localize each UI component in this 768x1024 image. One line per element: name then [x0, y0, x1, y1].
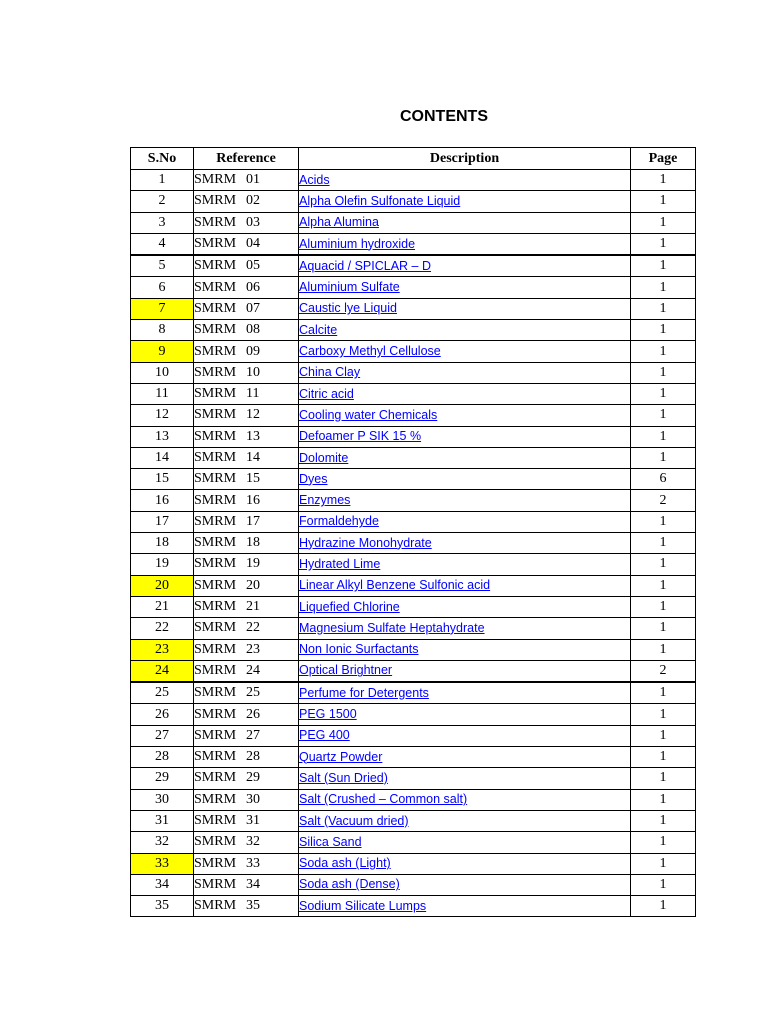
- description-cell: [299, 575, 631, 596]
- reference-code: SMRM: [194, 641, 237, 657]
- sno-cell: 35: [131, 896, 194, 917]
- reference-code: SMRM: [194, 407, 237, 423]
- sno-cell: 8: [131, 320, 194, 341]
- reference-cell: [194, 618, 299, 639]
- reference-number: 26: [246, 706, 261, 722]
- page-cell: 1: [631, 874, 696, 895]
- reference-code: SMRM: [194, 492, 237, 508]
- reference-number: 18: [246, 535, 261, 551]
- header-reference: Reference: [194, 148, 299, 170]
- page-cell: 1: [631, 383, 696, 404]
- table-row: [131, 170, 696, 191]
- description-link[interactable]: PEG 400: [299, 728, 350, 743]
- table-row: [131, 896, 696, 917]
- sno-cell: 29: [131, 768, 194, 789]
- table-row: [131, 233, 696, 255]
- table-row: [131, 789, 696, 810]
- reference-code: SMRM: [194, 300, 237, 316]
- page-cell: 2: [631, 660, 696, 682]
- sno-cell: 4: [131, 233, 194, 255]
- reference-code: SMRM: [194, 322, 237, 338]
- reference-cell: [194, 490, 299, 511]
- reference-code: SMRM: [194, 386, 237, 402]
- description-cell: [299, 511, 631, 532]
- description-cell: [299, 212, 631, 233]
- description-link[interactable]: Alpha Alumina: [299, 215, 379, 230]
- reference-number: 03: [246, 214, 261, 230]
- reference-cell: [194, 682, 299, 704]
- reference-cell: [194, 554, 299, 575]
- sno-cell: 20: [131, 575, 194, 596]
- table-row: [131, 533, 696, 554]
- page-cell: 1: [631, 341, 696, 362]
- sno-cell: 34: [131, 874, 194, 895]
- reference-code: SMRM: [194, 428, 237, 444]
- page-cell: 1: [631, 768, 696, 789]
- sno-cell: 25: [131, 682, 194, 704]
- sno-cell: 32: [131, 832, 194, 853]
- reference-code: SMRM: [194, 364, 237, 380]
- reference-cell: [194, 896, 299, 917]
- reference-number: 17: [246, 513, 261, 529]
- reference-code: SMRM: [194, 450, 237, 465]
- table-header-row: [131, 148, 696, 170]
- table-row: [131, 682, 696, 704]
- reference-code: SMRM: [194, 236, 237, 252]
- table-row: [131, 320, 696, 341]
- reference-cell: [194, 405, 299, 426]
- reference-code: SMRM: [194, 813, 237, 829]
- table-row: [131, 426, 696, 447]
- description-cell: [299, 832, 631, 853]
- description-cell: [299, 618, 631, 639]
- reference-number: 34: [246, 876, 261, 892]
- reference-cell: [194, 191, 299, 212]
- reference-cell: [194, 447, 299, 468]
- description-link[interactable]: Aquacid / SPICLAR – D: [299, 258, 432, 273]
- sno-cell: 2: [131, 191, 194, 212]
- reference-number: 02: [246, 193, 261, 209]
- reference-number: 27: [246, 727, 261, 743]
- page-cell: 1: [631, 639, 696, 660]
- reference-cell: [194, 660, 299, 682]
- reference-cell: [194, 853, 299, 874]
- reference-cell: [194, 575, 299, 596]
- description-link[interactable]: Quartz Powder: [299, 749, 383, 764]
- table-row: [131, 747, 696, 768]
- sno-cell: 9: [131, 341, 194, 362]
- reference-code: SMRM: [194, 214, 237, 230]
- page-cell: 1: [631, 554, 696, 575]
- page-cell: 1: [631, 704, 696, 725]
- reference-cell: [194, 469, 299, 490]
- sno-cell: 23: [131, 639, 194, 660]
- page-cell: 1: [631, 682, 696, 704]
- description-link[interactable]: Linear Alkyl Benzene Sulfonic acid: [299, 578, 491, 593]
- reference-number: 08: [246, 322, 261, 338]
- page-cell: 2: [631, 490, 696, 511]
- reference-number: 25: [246, 685, 261, 701]
- description-cell: [299, 768, 631, 789]
- description-link[interactable]: Perfume for Detergents: [299, 685, 429, 700]
- reference-cell: [194, 320, 299, 341]
- description-link[interactable]: Soda ash (Light): [299, 856, 391, 871]
- description-link[interactable]: Salt (Vacuum dried): [299, 813, 409, 828]
- description-cell: [299, 362, 631, 383]
- sno-cell: 10: [131, 362, 194, 383]
- description-cell: [299, 596, 631, 617]
- reference-number: 24: [246, 662, 261, 678]
- reference-cell: [194, 704, 299, 725]
- contents-table: [130, 147, 696, 917]
- table-row: [131, 660, 696, 682]
- description-cell: [299, 853, 631, 874]
- table-row: [131, 618, 696, 639]
- page-cell: 1: [631, 298, 696, 319]
- description-cell: [299, 233, 631, 255]
- reference-code: SMRM: [194, 599, 237, 615]
- sno-cell: 7: [131, 298, 194, 319]
- description-link[interactable]: Liquefied Chlorine: [299, 599, 400, 614]
- description-cell: [299, 191, 631, 212]
- page-cell: 1: [631, 747, 696, 768]
- reference-code: SMRM: [194, 834, 237, 850]
- reference-code: SMRM: [194, 706, 237, 722]
- sno-cell: 15: [131, 469, 194, 490]
- reference-number: 22: [246, 620, 261, 636]
- table-row: [131, 832, 696, 853]
- page-cell: 1: [631, 191, 696, 212]
- description-cell: [299, 426, 631, 447]
- reference-cell: [194, 768, 299, 789]
- page-cell: 1: [631, 405, 696, 426]
- table-row: [131, 768, 696, 789]
- sno-cell: 6: [131, 277, 194, 298]
- description-cell: [299, 704, 631, 725]
- table-row: [131, 490, 696, 511]
- reference-number: 12: [246, 407, 261, 423]
- page-cell: 1: [631, 596, 696, 617]
- description-link[interactable]: Carboxy Methyl Cellulose: [299, 344, 441, 359]
- reference-cell: [194, 874, 299, 895]
- description-cell: [299, 554, 631, 575]
- reference-cell: [194, 639, 299, 660]
- description-link[interactable]: Magnesium Sulfate Heptahydrate: [299, 620, 485, 635]
- sno-cell: 26: [131, 704, 194, 725]
- reference-number: 29: [246, 770, 261, 786]
- reference-code: SMRM: [194, 513, 237, 529]
- sno-cell: 3: [131, 212, 194, 233]
- table-row: [131, 298, 696, 319]
- table-row: [131, 469, 696, 490]
- reference-number: 21: [246, 599, 261, 615]
- reference-number: 20: [246, 577, 261, 593]
- description-link[interactable]: Cooling water Chemicals: [299, 407, 438, 422]
- description-link[interactable]: Salt (Crushed – Common salt): [299, 792, 468, 807]
- sno-cell: 19: [131, 554, 194, 575]
- table-row: [131, 639, 696, 660]
- sno-cell: 30: [131, 789, 194, 810]
- sno-cell: 11: [131, 383, 194, 404]
- reference-cell: [194, 255, 299, 277]
- page-cell: 6: [631, 469, 696, 490]
- page-cell: 1: [631, 170, 696, 191]
- reference-number: 05: [246, 258, 261, 274]
- description-cell: [299, 660, 631, 682]
- sno-cell: 33: [131, 853, 194, 874]
- table-row: [131, 810, 696, 831]
- table-row: [131, 341, 696, 362]
- description-link[interactable]: Optical Brightner: [299, 663, 393, 678]
- description-link[interactable]: Soda ash (Dense): [299, 877, 400, 892]
- description-link[interactable]: Dyes: [299, 471, 328, 486]
- reference-number: 16: [246, 492, 261, 508]
- page-cell: 1: [631, 533, 696, 554]
- table-row: [131, 277, 696, 298]
- description-link[interactable]: Defoamer P SIK 15 %: [299, 429, 422, 444]
- table-row: [131, 212, 696, 233]
- reference-cell: [194, 426, 299, 447]
- page-cell: 1: [631, 853, 696, 874]
- page-cell: 1: [631, 362, 696, 383]
- description-cell: [299, 405, 631, 426]
- page-cell: 1: [631, 832, 696, 853]
- sno-cell: 22: [131, 618, 194, 639]
- table-row: [131, 554, 696, 575]
- page-cell: 1: [631, 212, 696, 233]
- description-link[interactable]: Silica Sand: [299, 834, 362, 849]
- reference-number: 31: [246, 813, 261, 829]
- reference-number: 06: [246, 279, 261, 295]
- page-title: CONTENTS: [400, 108, 488, 125]
- reference-cell: [194, 810, 299, 831]
- description-link[interactable]: Alpha Olefin Sulfonate Liquid: [299, 193, 461, 208]
- reference-number: 15: [246, 471, 261, 487]
- reference-cell: [194, 511, 299, 532]
- reference-cell: [194, 747, 299, 768]
- sno-cell: 18: [131, 533, 194, 554]
- reference-code: SMRM: [194, 685, 237, 701]
- page-cell: 1: [631, 447, 696, 468]
- sno-cell: 27: [131, 725, 194, 746]
- description-link[interactable]: Dolomite: [299, 450, 349, 465]
- page-cell: 1: [631, 277, 696, 298]
- reference-cell: [194, 362, 299, 383]
- header-sno: S.No: [131, 148, 194, 170]
- page-cell: 1: [631, 575, 696, 596]
- description-cell: [299, 469, 631, 490]
- table-row: [131, 704, 696, 725]
- reference-number: 07: [246, 300, 261, 316]
- reference-code: SMRM: [194, 662, 237, 678]
- sno-cell: 24: [131, 660, 194, 682]
- description-link[interactable]: Citric acid: [299, 386, 354, 401]
- header-description: Description: [299, 148, 631, 170]
- description-link[interactable]: Calcite: [299, 322, 338, 337]
- description-cell: [299, 383, 631, 404]
- page-cell: 1: [631, 896, 696, 917]
- reference-code: SMRM: [194, 749, 237, 765]
- table-row: [131, 874, 696, 895]
- reference-number: 19: [246, 556, 261, 572]
- reference-code: SMRM: [194, 535, 237, 551]
- description-link[interactable]: Aluminium Sulfate: [299, 280, 400, 295]
- description-cell: [299, 277, 631, 298]
- reference-code: SMRM: [194, 876, 237, 892]
- reference-number: 11: [246, 386, 260, 402]
- reference-code: SMRM: [194, 727, 237, 743]
- reference-number: 13: [246, 428, 261, 444]
- reference-code: SMRM: [194, 577, 237, 593]
- reference-number: 14: [246, 450, 261, 465]
- table-row: [131, 447, 696, 468]
- reference-code: SMRM: [194, 855, 237, 871]
- table-row: [131, 383, 696, 404]
- description-cell: [299, 490, 631, 511]
- description-cell: [299, 298, 631, 319]
- page-cell: 1: [631, 426, 696, 447]
- reference-number: 01: [246, 172, 261, 188]
- reference-code: SMRM: [194, 193, 237, 209]
- reference-number: 09: [246, 343, 261, 359]
- reference-number: 23: [246, 641, 261, 657]
- sno-cell: 1: [131, 170, 194, 191]
- sno-cell: 17: [131, 511, 194, 532]
- page-cell: 1: [631, 618, 696, 639]
- reference-code: SMRM: [194, 898, 237, 914]
- description-cell: [299, 533, 631, 554]
- description-cell: [299, 725, 631, 746]
- reference-number: 28: [246, 749, 261, 765]
- page-cell: 1: [631, 725, 696, 746]
- sno-cell: 16: [131, 490, 194, 511]
- description-link[interactable]: China Clay: [299, 365, 361, 380]
- table-row: [131, 191, 696, 212]
- description-cell: [299, 810, 631, 831]
- table-row: [131, 575, 696, 596]
- description-cell: [299, 255, 631, 277]
- reference-cell: [194, 298, 299, 319]
- description-link[interactable]: Enzymes: [299, 493, 351, 508]
- description-link[interactable]: Acids: [299, 172, 330, 187]
- reference-cell: [194, 725, 299, 746]
- reference-code: SMRM: [194, 471, 237, 487]
- reference-cell: [194, 596, 299, 617]
- reference-code: SMRM: [194, 172, 237, 188]
- reference-cell: [194, 277, 299, 298]
- sno-cell: 12: [131, 405, 194, 426]
- reference-code: SMRM: [194, 343, 237, 359]
- header-page: Page: [631, 148, 696, 170]
- reference-cell: [194, 233, 299, 255]
- reference-cell: [194, 533, 299, 554]
- reference-cell: [194, 170, 299, 191]
- reference-cell: [194, 832, 299, 853]
- reference-cell: [194, 383, 299, 404]
- description-link[interactable]: Aluminium hydroxide: [299, 236, 416, 251]
- description-link[interactable]: Formaldehyde: [299, 514, 379, 529]
- sno-cell: 14: [131, 447, 194, 468]
- table-row: [131, 853, 696, 874]
- table-row: [131, 255, 696, 277]
- page-cell: 1: [631, 810, 696, 831]
- description-cell: [299, 639, 631, 660]
- description-cell: [299, 320, 631, 341]
- description-cell: [299, 747, 631, 768]
- description-link[interactable]: Hydrated Lime: [299, 556, 381, 571]
- description-cell: [299, 447, 631, 468]
- description-cell: [299, 341, 631, 362]
- reference-number: 35: [246, 898, 261, 914]
- reference-number: 32: [246, 834, 261, 850]
- description-cell: [299, 170, 631, 191]
- sno-cell: 28: [131, 747, 194, 768]
- reference-code: SMRM: [194, 279, 237, 295]
- table-row: [131, 511, 696, 532]
- page-cell: 1: [631, 511, 696, 532]
- reference-code: SMRM: [194, 791, 237, 807]
- reference-code: SMRM: [194, 556, 237, 572]
- sno-cell: 5: [131, 255, 194, 277]
- reference-code: SMRM: [194, 258, 237, 274]
- table-row: [131, 405, 696, 426]
- page-cell: 1: [631, 255, 696, 277]
- reference-number: 10: [246, 364, 261, 380]
- description-link[interactable]: Sodium Silicate Lumps: [299, 898, 427, 913]
- reference-code: SMRM: [194, 620, 237, 636]
- reference-number: 33: [246, 855, 261, 871]
- description-link[interactable]: Non Ionic Surfactants: [299, 642, 419, 657]
- description-link[interactable]: Salt (Sun Dried): [299, 770, 388, 785]
- page-cell: 1: [631, 789, 696, 810]
- reference-number: 30: [246, 791, 261, 807]
- table-row: [131, 362, 696, 383]
- table-body: [131, 170, 696, 917]
- description-link[interactable]: Caustic lye Liquid: [299, 301, 397, 316]
- description-cell: [299, 682, 631, 704]
- page-cell: 1: [631, 320, 696, 341]
- description-cell: [299, 874, 631, 895]
- description-cell: [299, 896, 631, 917]
- table-row: [131, 725, 696, 746]
- page-cell: 1: [631, 233, 696, 255]
- description-link[interactable]: PEG 1500: [299, 707, 357, 722]
- reference-number: 04: [246, 236, 261, 252]
- sno-cell: 21: [131, 596, 194, 617]
- table-row: [131, 596, 696, 617]
- sno-cell: 13: [131, 426, 194, 447]
- description-link[interactable]: Hydrazine Monohydrate: [299, 535, 432, 550]
- sno-cell: 31: [131, 810, 194, 831]
- reference-cell: [194, 212, 299, 233]
- description-cell: [299, 789, 631, 810]
- reference-code: SMRM: [194, 770, 237, 786]
- reference-cell: [194, 341, 299, 362]
- reference-cell: [194, 789, 299, 810]
